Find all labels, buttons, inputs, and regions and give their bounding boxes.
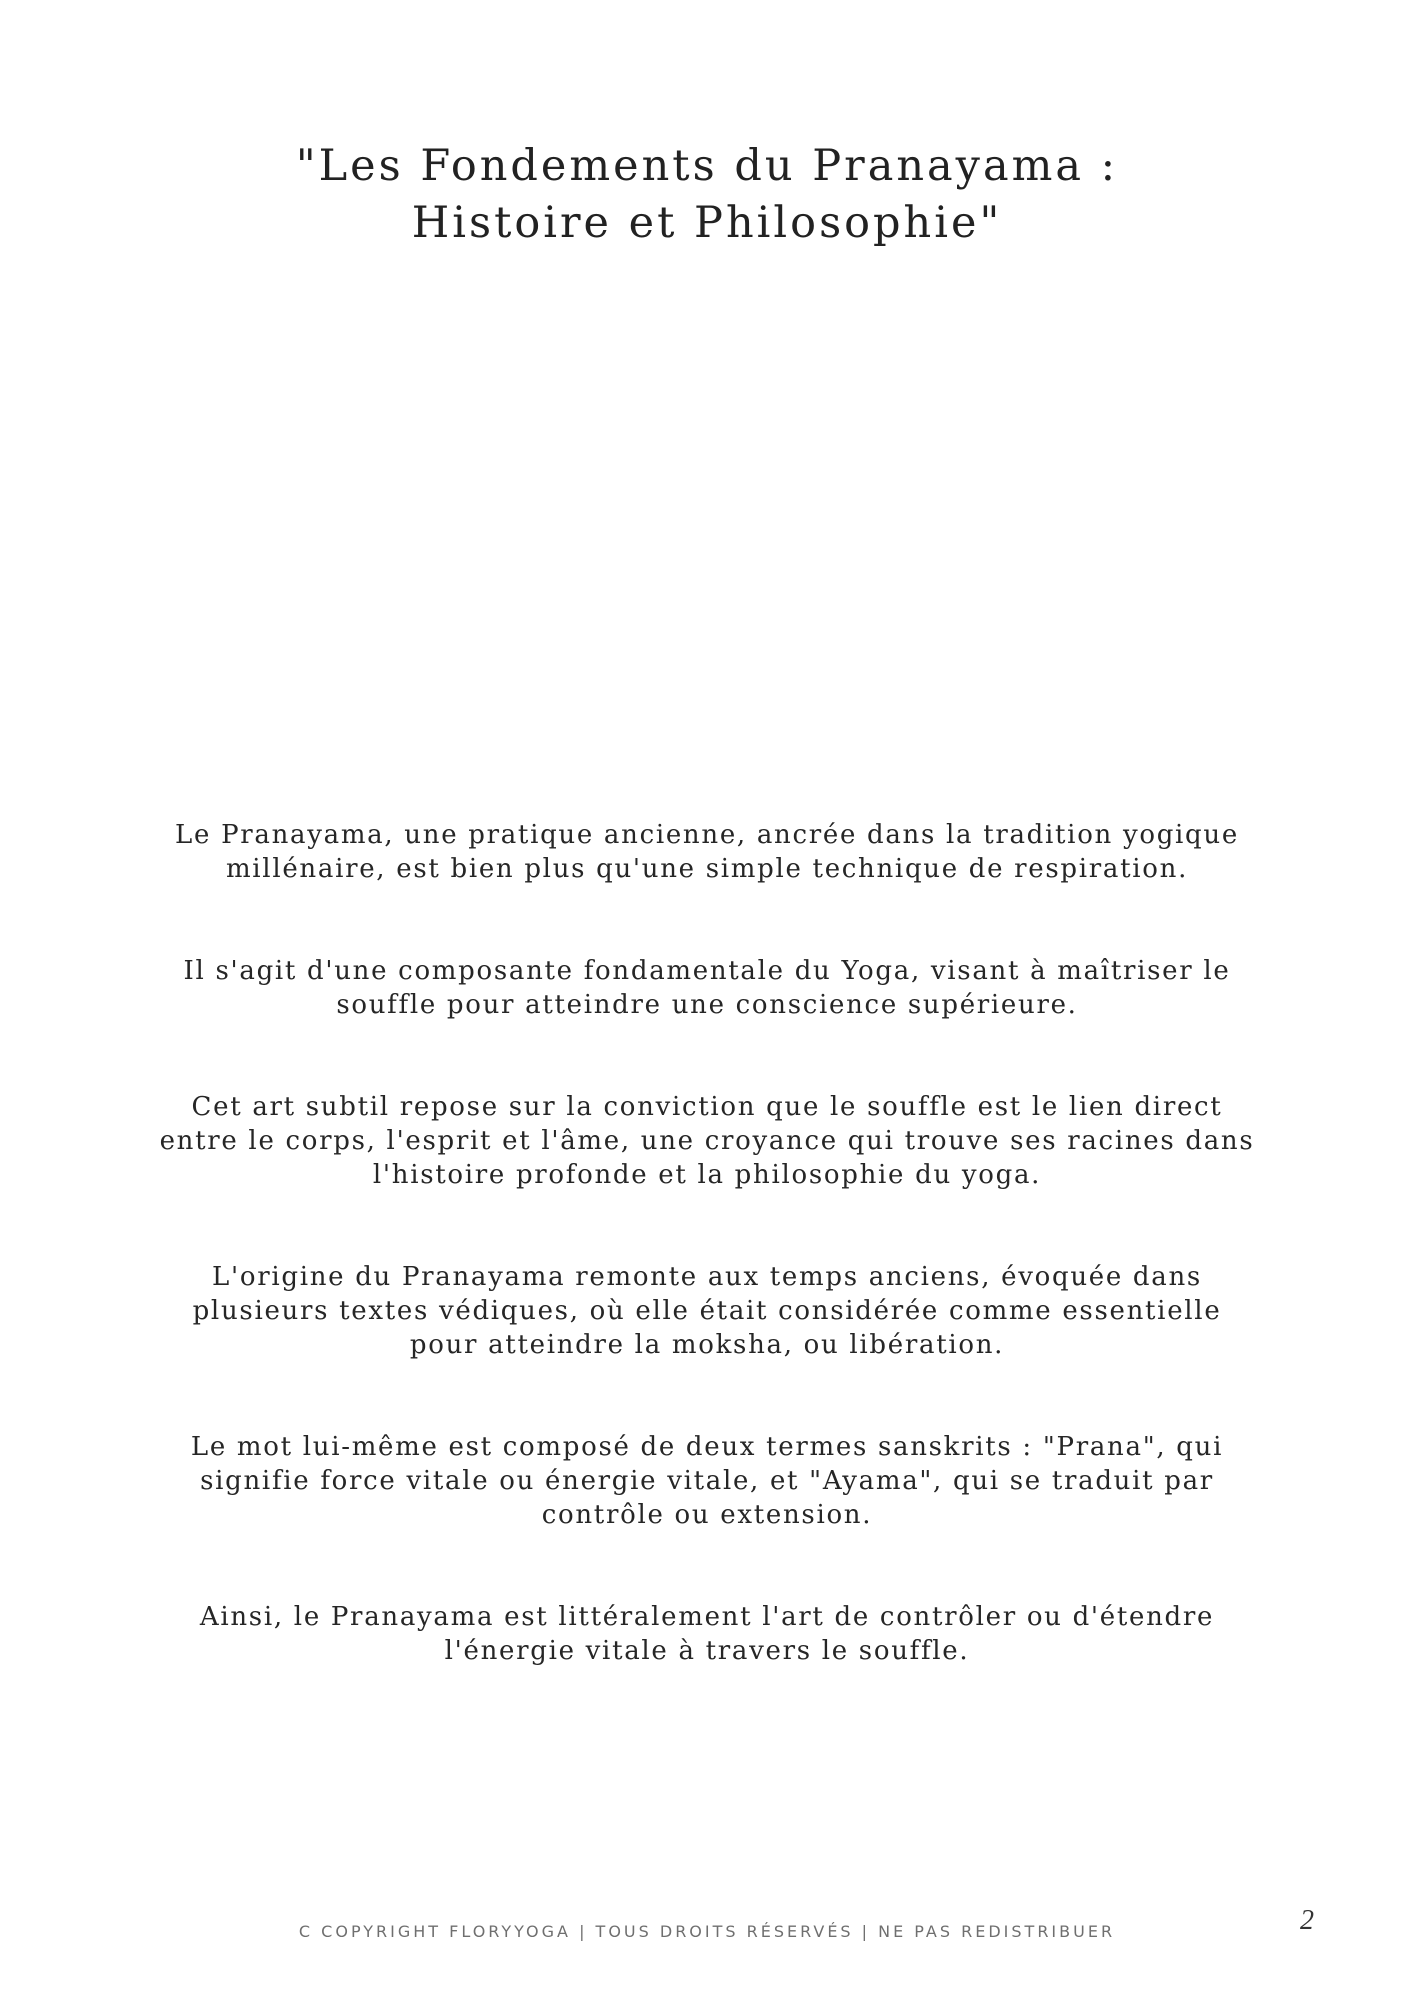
paragraph-line: pour atteindre la moksha, ou libération. <box>409 1330 1005 1360</box>
paragraph-line: Le Pranayama, une pratique ancienne, ancrée dans la tradition yogique <box>175 820 1239 850</box>
paragraph <box>110 1600 1304 1668</box>
paragraph-line: Il s'agit d'une composante fondamentale du Yoga, visant à maîtriser le <box>183 956 1231 986</box>
paragraph-line: l'énergie vitale à travers le souffle. <box>444 1636 970 1666</box>
paragraph <box>110 1090 1304 1192</box>
paragraph-line: Le mot lui-même est composé de deux termes sanskrits : "Prana", qui <box>190 1432 1224 1462</box>
paragraph-line: signifie force vitale ou énergie vitale, et "Ayama", qui se traduit par <box>200 1466 1214 1496</box>
paragraph-line: l'histoire profonde et la philosophie du yoga. <box>372 1160 1042 1190</box>
paragraph <box>110 818 1304 886</box>
paragraph <box>110 1260 1304 1362</box>
paragraph-line: contrôle ou extension. <box>541 1500 873 1530</box>
body-text <box>110 818 1304 1736</box>
paragraph <box>110 954 1304 1022</box>
copyright-footer: C COPYRIGHT FLORYYOGA | TOUS DROITS RÉSERVÉS | NE PAS REDISTRIBUER <box>298 1922 1116 1941</box>
page-title <box>0 138 1414 252</box>
paragraph <box>110 1430 1304 1532</box>
paragraph-line: souffle pour atteindre une conscience supérieure. <box>336 990 1078 1020</box>
paragraph-line: plusieurs textes védiques, où elle était considérée comme essentielle <box>192 1296 1222 1326</box>
paragraph-line: Cet art subtil repose sur la conviction que le souffle est le lien direct <box>191 1092 1223 1122</box>
paragraph-line: entre le corps, l'esprit et l'âme, une croyance qui trouve ses racines dans <box>159 1126 1255 1156</box>
page-title-line: Histoire et Philosophie" <box>411 198 1003 248</box>
paragraph-line: Ainsi, le Pranayama est littéralement l'art de contrôler ou d'étendre <box>199 1602 1215 1632</box>
paragraph-line: millénaire, est bien plus qu'une simple technique de respiration. <box>225 854 1189 884</box>
paragraph-line: L'origine du Pranayama remonte aux temps anciens, évoquée dans <box>212 1262 1202 1292</box>
page-number: 2 <box>1300 1905 1314 1936</box>
page-title-line: "Les Fondements du Pranayama : <box>295 141 1119 191</box>
